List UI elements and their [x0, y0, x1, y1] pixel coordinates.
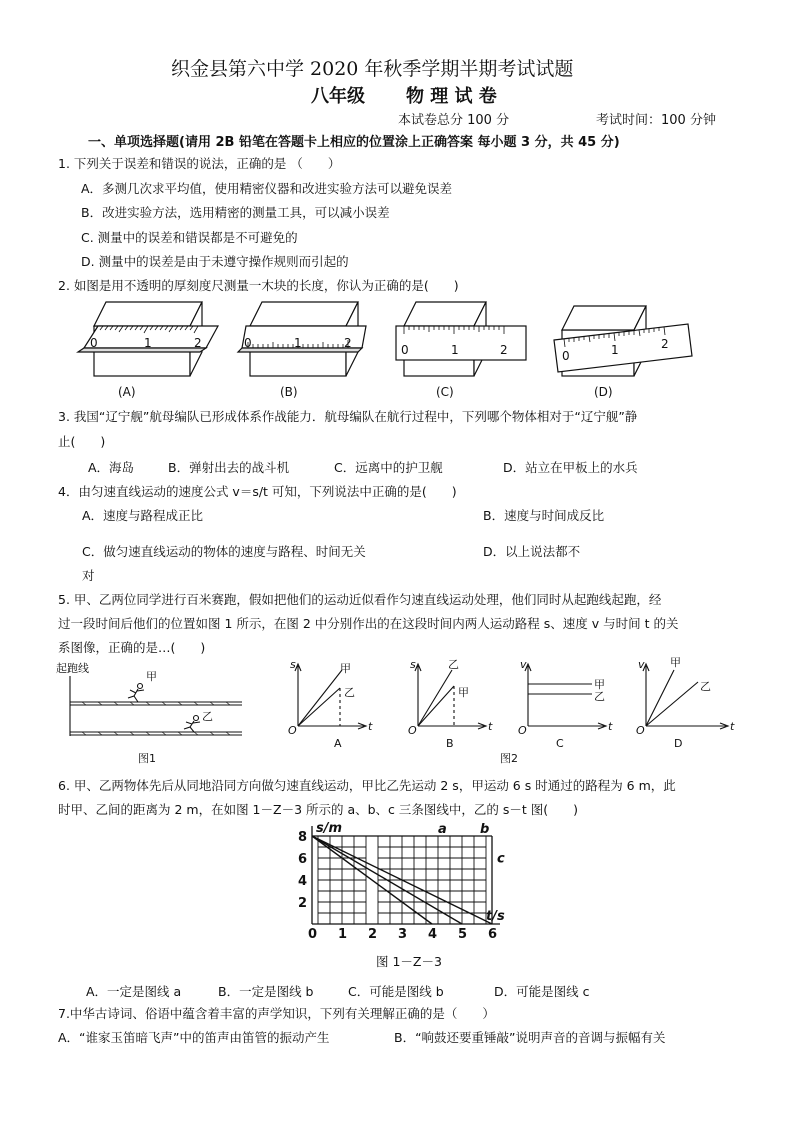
- q3-option-c: C．远离中的护卫舰: [334, 460, 443, 475]
- q6-stem-line1: 6. 甲、乙两物体先后从同地沿同方向做匀速直线运动，甲比乙先运动 2 s，甲运动 6 s 时通过的路程为 6 m，此: [58, 778, 676, 793]
- graph-a-jia: 甲: [340, 662, 351, 675]
- graph-b: [415, 664, 486, 729]
- q2-ruler-figures: [70, 296, 720, 404]
- q6-option-d: D．可能是图线 c: [494, 984, 590, 999]
- graph-c-jia: 甲: [594, 678, 605, 691]
- ruler-label-d: (D): [594, 385, 613, 399]
- x-tick-4: 4: [428, 927, 438, 942]
- series-label-c: c: [497, 851, 505, 867]
- q5-figures: [52, 652, 752, 764]
- q6-option-c: C．可能是图线 b: [348, 984, 444, 999]
- total-score: 本试卷总分 100 分: [398, 113, 510, 128]
- q3-option-d: D．站立在甲板上的水兵: [503, 460, 638, 475]
- graph-b-axis-t: t: [488, 720, 493, 733]
- graph-d-axis-t: t: [730, 720, 735, 733]
- x-axis-label: t/s: [486, 909, 505, 924]
- ruler-d-tick-1: 1: [611, 343, 619, 357]
- ruler-label-c: (C): [436, 385, 454, 399]
- exam-time: 考试时间：100 分钟: [596, 113, 716, 128]
- x-tick-0: 0: [308, 927, 318, 942]
- q7-option-a: A．“谁家玉笛暗飞声”中的笛声由笛管的振动产生: [58, 1030, 330, 1045]
- q6-caption: 图 1－Z－3: [376, 954, 442, 969]
- ruler-a-tick-1: 1: [144, 336, 152, 350]
- q4-option-d-cont: 对: [82, 568, 95, 583]
- grade-label: 八年级: [311, 86, 365, 107]
- ruler-figure-d: [554, 306, 692, 376]
- ruler-c-tick-1: 1: [451, 343, 459, 357]
- q6-option-b: B．一定是图线 b: [218, 984, 314, 999]
- x-tick-6: 6: [488, 927, 498, 942]
- ruler-c-tick-2: 2: [500, 343, 508, 357]
- graph-a-axis-s: s: [290, 658, 296, 671]
- q1-option-a: A．多测几次求平均值，使用精密仪器和改进实验方法可以避免误差: [81, 181, 453, 196]
- q1-stem: 1. 下列关于误差和错误的说法，正确的是 （ ）: [58, 156, 341, 171]
- ruler-b-tick-2: 2: [344, 336, 352, 350]
- fig1-caption: 图1: [138, 752, 156, 764]
- q5-stem-line2: 过一段时间后他们的位置如图 1 所示，在图 2 中分别作出的在这段时间内两人运动路程 s、速度 v 与时间 t 的关: [58, 616, 679, 631]
- y-tick-4: 4: [298, 874, 308, 889]
- ruler-label-b: (B): [280, 385, 298, 399]
- x-tick-2: 2: [368, 927, 378, 942]
- fig1-yi-label: 乙: [202, 710, 213, 723]
- q5-stem-line3: 系图像，正确的是…( ): [58, 640, 206, 655]
- graph-d: [643, 664, 728, 729]
- graph-d-origin: O: [636, 724, 645, 737]
- graph-c-origin: O: [518, 724, 527, 737]
- q4-option-d: D．以上说法都不: [483, 544, 581, 559]
- runner-yi-icon: [184, 716, 200, 733]
- graph-b-yi: 乙: [448, 658, 459, 671]
- fig1-jia-label: 甲: [146, 670, 157, 683]
- graph-a-axis-t: t: [368, 720, 373, 733]
- graph-b-label: B: [446, 737, 454, 750]
- y-tick-6: 6: [298, 852, 308, 867]
- y-axis-label: s/m: [316, 821, 343, 836]
- q4-option-a: A．速度与路程成正比: [82, 508, 204, 523]
- x-tick-5: 5: [458, 927, 468, 942]
- ruler-label-a: (A): [118, 385, 136, 399]
- ruler-c-tick-0: 0: [401, 343, 409, 357]
- graph-c-label: C: [556, 737, 564, 750]
- q7-option-b: B．“响鼓还要重锤敲”说明声音的音调与振幅有关: [394, 1030, 666, 1045]
- graph-b-origin: O: [408, 724, 417, 737]
- fig2-caption: 图2: [500, 752, 518, 764]
- q4-stem: 4．由匀速直线运动的速度公式 v＝s/t 可知，下列说法中正确的是( ): [58, 484, 457, 499]
- graph-d-axis-v: v: [638, 658, 645, 671]
- graph-a: [295, 664, 366, 729]
- graph-b-jia: 甲: [458, 686, 469, 699]
- graph-c-axis-v: v: [520, 658, 527, 671]
- q1-option-c: C. 测量中的误差和错误都是不可避免的: [81, 230, 298, 245]
- q3-option-b: B．弹射出去的战斗机: [168, 460, 290, 475]
- q4-option-b: B．速度与时间成反比: [483, 508, 605, 523]
- q3-option-a: A．海岛: [88, 460, 135, 475]
- y-tick-8: 8: [298, 830, 308, 845]
- ruler-d-tick-0: 0: [562, 349, 570, 363]
- q5-stem-line1: 5. 甲、乙两位同学进行百米赛跑，假如把他们的运动近似看作匀速直线运动处理，他们同时从起跑线起跑，经: [58, 592, 662, 607]
- start-line-label: 起跑线: [56, 662, 89, 675]
- q7-stem: 7.中华古诗词、俗语中蕴含着丰富的声学知识，下列有关理解正确的是（ ）: [58, 1006, 495, 1021]
- x-tick-3: 3: [398, 927, 408, 942]
- graph-d-jia: 甲: [670, 656, 681, 669]
- series-label-a: a: [438, 822, 447, 837]
- q6-st-chart: [290, 820, 520, 944]
- graph-b-axis-s: s: [410, 658, 416, 671]
- runner-jia-icon: [128, 684, 144, 703]
- q4-option-c: C．做匀速直线运动的物体的速度与路程、时间无关: [82, 544, 366, 559]
- graph-c-axis-t: t: [608, 720, 613, 733]
- y-tick-2: 2: [298, 896, 308, 911]
- exam-title: 织金县第六中学 2020 年秋季学期半期考试试题: [171, 58, 574, 80]
- graph-c-yi: 乙: [594, 690, 605, 703]
- graph-d-yi: 乙: [700, 680, 711, 693]
- section-heading: 一、单项选择题(请用 2B 铅笔在答题卡上相应的位置涂上正确答案 每小题 3 分，共 45 分): [88, 135, 620, 150]
- x-tick-1: 1: [338, 927, 348, 942]
- ruler-d-tick-2: 2: [661, 337, 669, 351]
- graph-a-label: A: [334, 737, 342, 750]
- ruler-a-tick-2: 2: [194, 336, 202, 350]
- q1-option-b: B．改进实验方法，选用精密的测量工具，可以减小误差: [81, 205, 390, 220]
- ruler-a-tick-0: 0: [90, 336, 98, 350]
- graph-a-yi: 乙: [344, 686, 355, 699]
- graph-a-origin: O: [288, 724, 297, 737]
- ruler-figure-c: [396, 302, 526, 376]
- series-label-b: b: [480, 822, 490, 837]
- q2-stem: 2. 如图是用不透明的厚刻度尺测量一木块的长度，你认为正确的是( ): [58, 278, 459, 293]
- subject-label: 物 理 试 卷: [406, 86, 497, 107]
- ruler-b-tick-0: 0: [244, 336, 252, 350]
- graph-d-label: D: [674, 737, 683, 750]
- q6-stem-line2: 时甲、乙间的距离为 2 m，在如图 1－Z－3 所示的 a、b、c 三条图线中，乙的 s－t 图( ): [58, 802, 579, 817]
- q1-option-d: D. 测量中的误差是由于未遵守操作规则而引起的: [81, 254, 349, 269]
- ruler-b-tick-1: 1: [294, 336, 302, 350]
- q6-option-a: A．一定是图线 a: [86, 984, 182, 999]
- q3-stem-line1: 3. 我国“辽宁舰”航母编队已形成体系作战能力．航母编队在航行过程中，下列哪个物体相对于“辽宁舰”静: [58, 409, 638, 424]
- q3-stem-line2: 止( ): [58, 434, 106, 449]
